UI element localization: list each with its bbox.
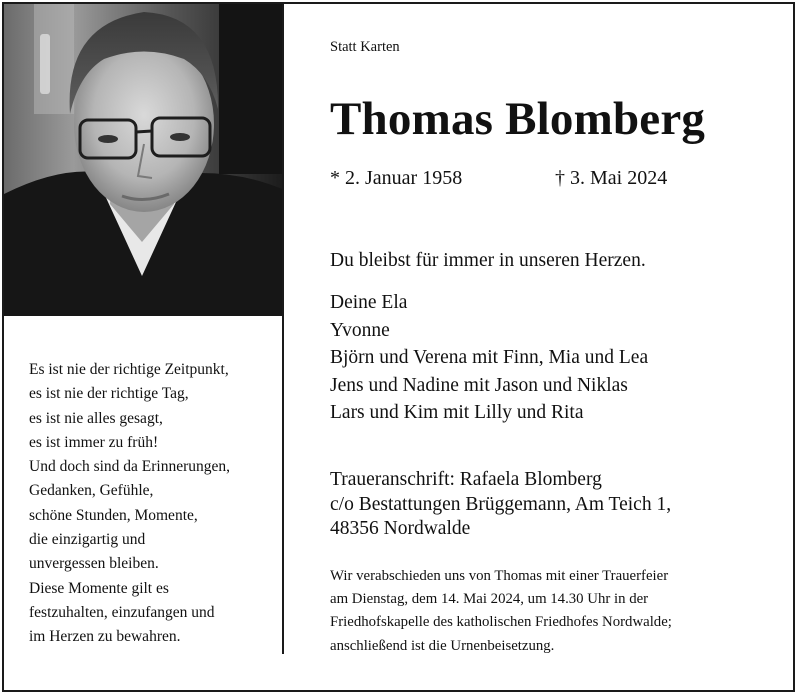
notice-line: am Dienstag, dem 14. Mai 2024, um 14.30 Uhr in der — [330, 591, 649, 608]
family-member: Björn und Verena mit Finn, Mia und Lea — [330, 347, 649, 369]
poem-line: Es ist nie der richtige Zeitpunkt, — [29, 361, 229, 378]
family-member: Deine Ela — [330, 292, 408, 313]
poem-line: festzuhalten, einzufangen und — [29, 603, 215, 621]
poem-line: die einzigartig und — [29, 531, 146, 549]
mourning-address — [330, 468, 671, 542]
family-member: Yvonne — [330, 319, 390, 341]
portrait-photo — [4, 4, 282, 316]
ceremony-notice — [330, 565, 786, 658]
deceased-name: Thomas Blomberg — [330, 93, 706, 145]
family-member: Jens und Nadine mit Jason und Niklas — [330, 374, 628, 396]
statt-karten-label: Statt Karten — [330, 39, 400, 55]
death-date: † 3. Mai 2024 — [555, 167, 668, 189]
notice-line: anschließend ist die Urnenbeisetzung. — [330, 637, 555, 654]
obituary-card — [2, 2, 795, 692]
address-line: 48356 Nordwalde — [330, 518, 471, 539]
poem-line: im Herzen zu bewahren. — [29, 628, 181, 646]
poem-line: es ist nie der richtige Tag, — [29, 385, 189, 403]
family-list — [330, 289, 648, 427]
poem-line: Gedanken, Gefühle, — [29, 482, 154, 500]
poem-line: Und doch sind da Erinnerungen, — [29, 458, 231, 476]
poem-line: unvergessen bleiben. — [29, 555, 159, 573]
family-member: Lars und Kim mit Lilly und Rita — [330, 402, 584, 424]
notice-line: Wir verabschieden uns von Thomas mit einer Trauerfeier — [330, 568, 669, 584]
birth-date: * 2. Januar 1958 — [330, 167, 463, 189]
address-line: c/o Bestattungen Brüggemann, Am Teich 1, — [330, 493, 672, 515]
address-line: Traueranschrift: Rafaela Blomberg — [330, 469, 602, 490]
motto: Du bleibst für immer in unseren Herzen. — [330, 250, 646, 271]
poem-line: schöne Stunden, Momente, — [29, 506, 198, 524]
vertical-divider — [282, 4, 284, 654]
poem — [29, 358, 279, 650]
poem-line: Diese Momente gilt es — [29, 579, 169, 597]
notice-line: Friedhofskapelle des katholischen Friedhofes Nordwalde; — [330, 614, 672, 631]
poem-line: es ist immer zu früh! — [29, 433, 159, 451]
poem-line: es ist nie alles gesagt, — [29, 409, 163, 427]
portrait-image — [4, 4, 282, 316]
